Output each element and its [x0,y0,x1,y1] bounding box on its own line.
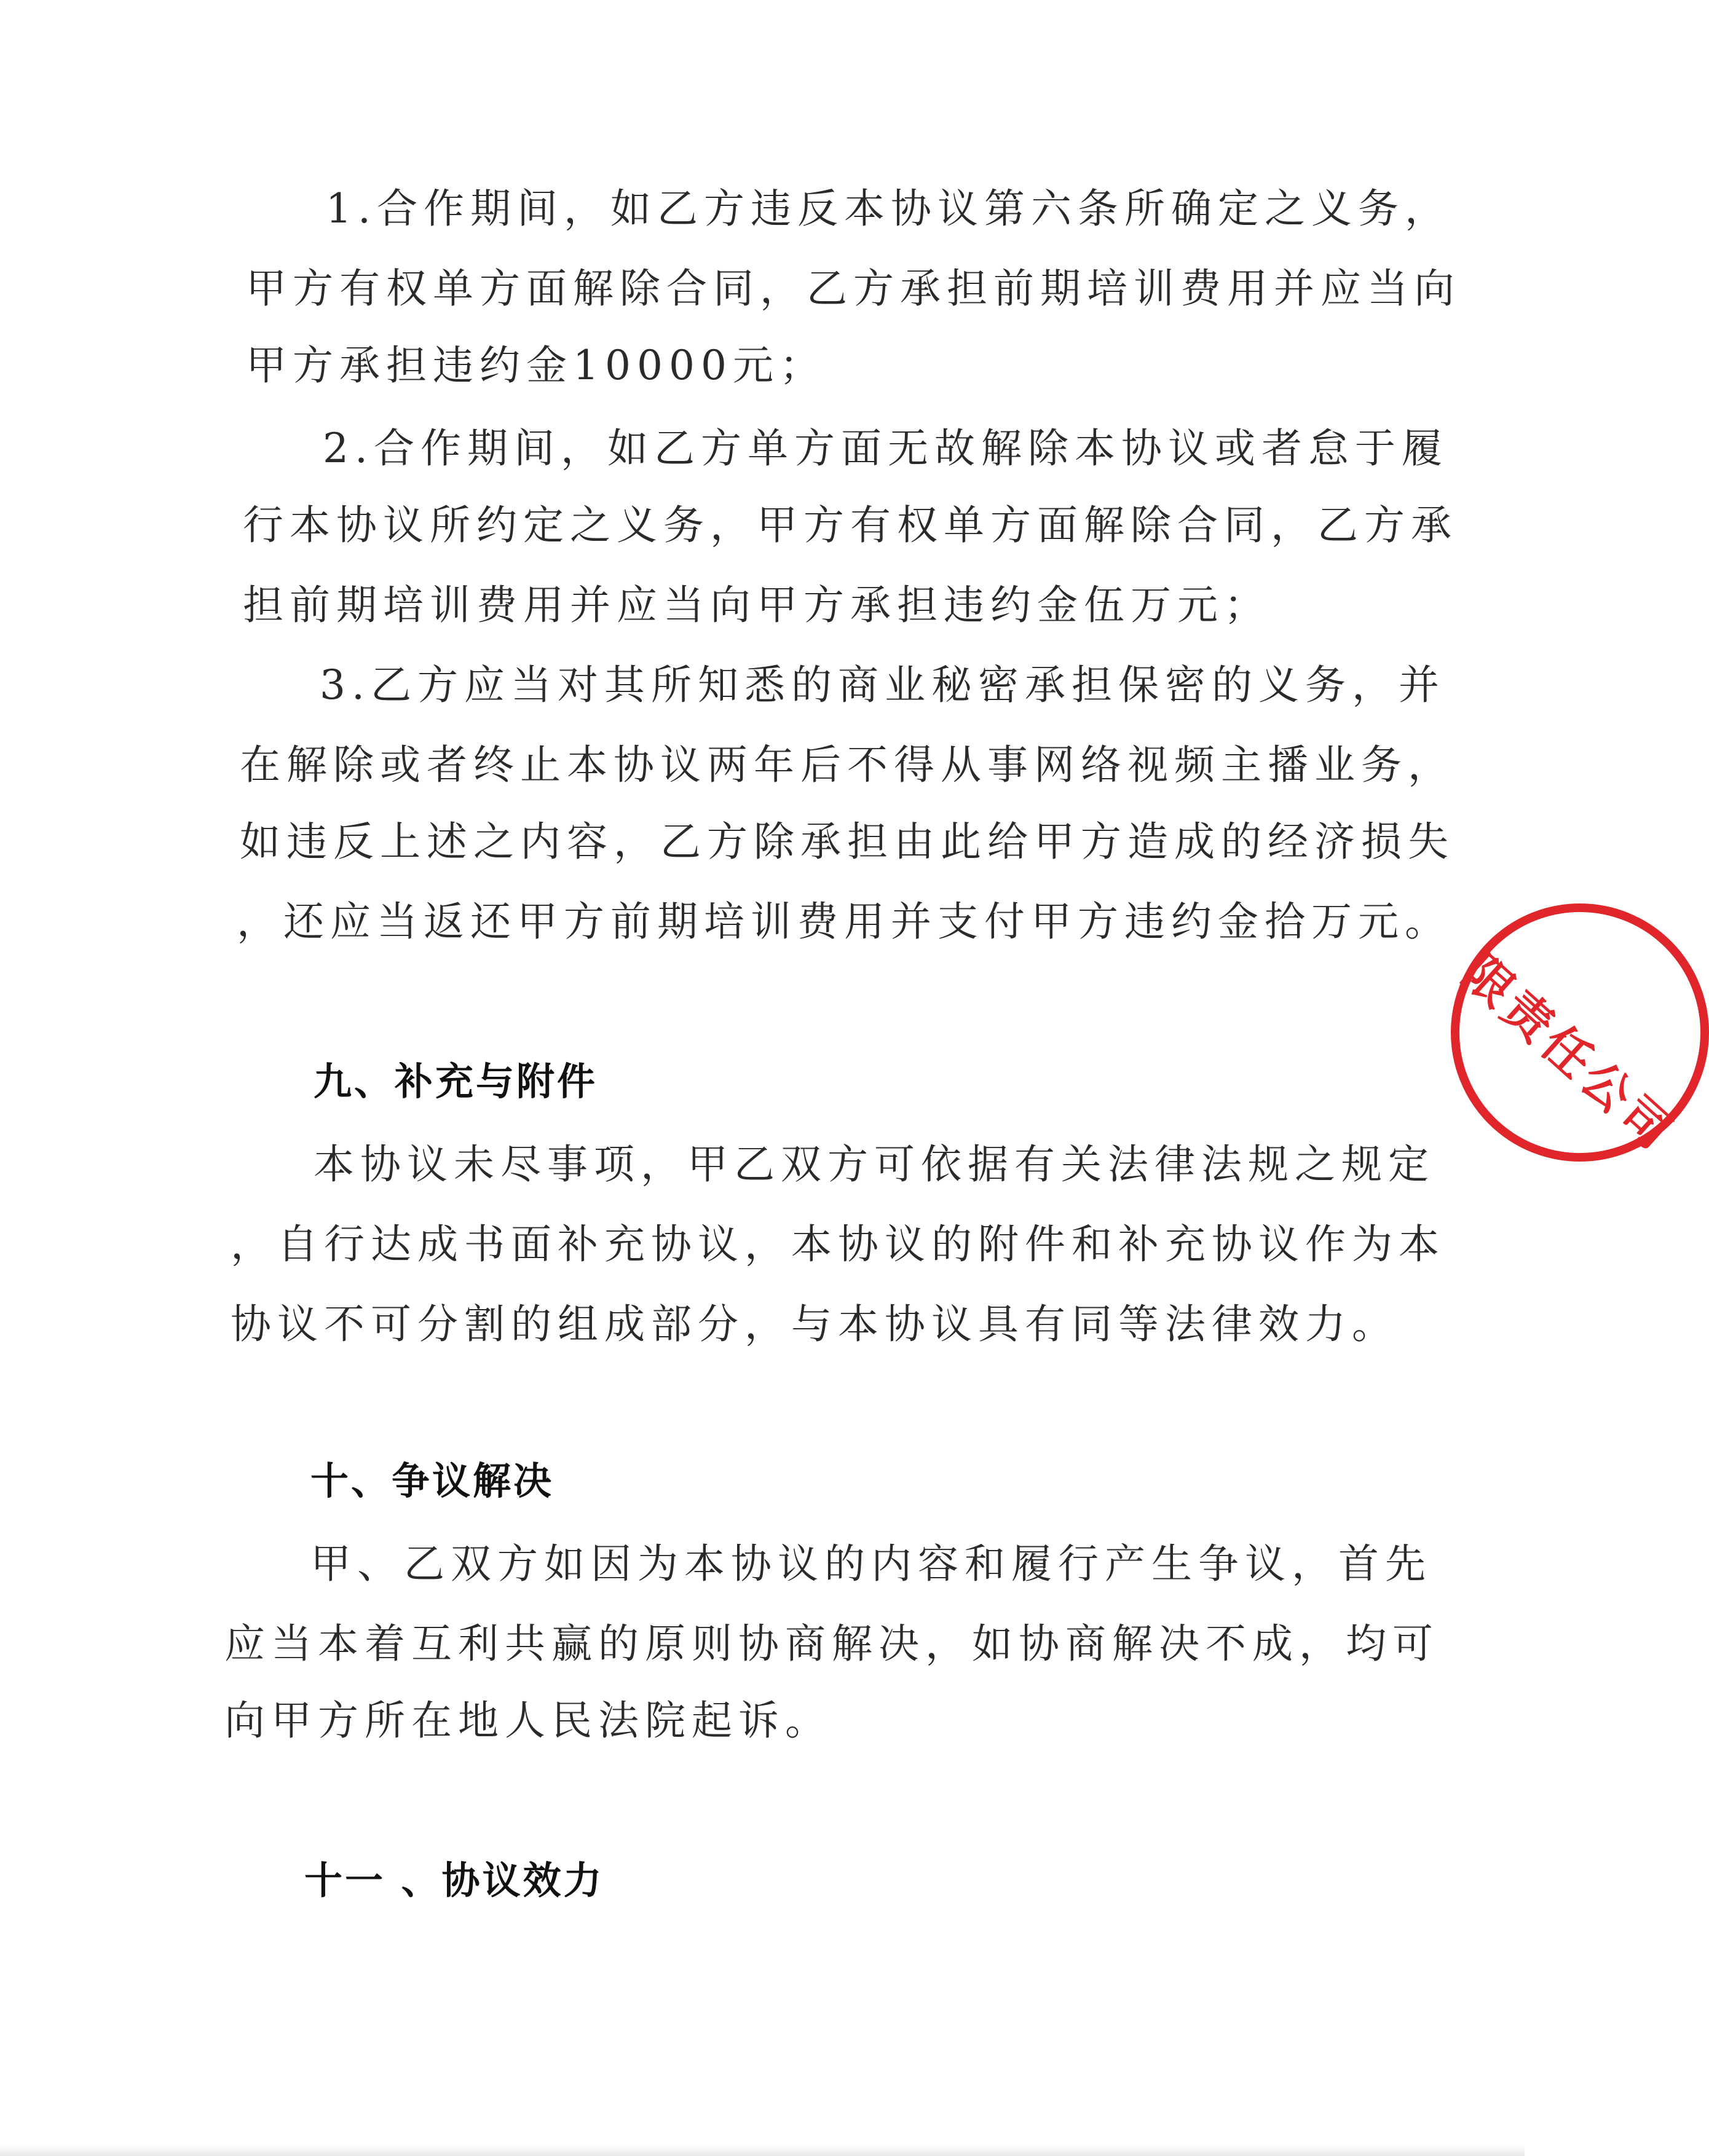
company-seal-stamp [1451,903,1709,1162]
scan-bottom-edge [0,2144,1525,2156]
section-10-line-2: 应当本着互利共赢的原则协商解决，如协商解决不成，均可 [224,1620,1439,1667]
section-9-line-3: 协议不可分割的组成部分，与本协议具有同等法律效力。 [231,1300,1399,1348]
section-9-line-1: 本协议未尽事项，甲乙双方可依据有关法律法规之规定 [314,1141,1435,1188]
clause-1-line-3: 甲方承担违约金10000元； [246,342,826,389]
section-10-line-3: 向甲方所在地人民法院起诉。 [224,1697,832,1744]
clause-1-line-1: 1.合作期间，如乙方违反本协议第六条所确定之义务， [326,185,1451,232]
clause-2-line-1: 2.合作期间，如乙方单方面无故解除本协议或者怠于履 [323,425,1448,472]
clause-2-line-2: 行本协议所约定之义务，甲方有权单方面解除合同，乙方承 [243,502,1458,549]
section-9-heading: 九、补充与附件 [314,1059,598,1104]
clause-3-line-1: 3.乙方应当对其所知悉的商业秘密承担保密的义务，并 [320,661,1445,709]
section-10-line-1: 甲、乙双方如因为本协议的内容和履行产生争议，首先 [310,1540,1432,1587]
clause-1-line-2: 甲方有权单方面解除合同，乙方承担前期培训费用并应当向 [246,265,1461,312]
company-seal-text: 限责任公司 [1451,945,1686,1163]
section-9-line-2: ，自行达成书面补充协议，本协议的附件和补充协议作为本 [231,1221,1445,1268]
clause-3-line-2: 在解除或者终止本协议两年后不得从事网络视频主播业务， [240,741,1454,789]
clause-3-line-3: 如违反上述之内容，乙方除承担由此给甲方造成的经济损失 [240,818,1454,865]
clause-2-line-3: 担前期培训费用并应当向甲方承担违约金伍万元； [243,581,1271,629]
clause-3-line-4: ，还应当返还甲方前期培训费用并支付甲方违约金拾万元。 [237,898,1451,945]
section-11-heading: 十一 、协议效力 [304,1858,604,1903]
section-10-heading: 十、争议解决 [310,1458,555,1503]
